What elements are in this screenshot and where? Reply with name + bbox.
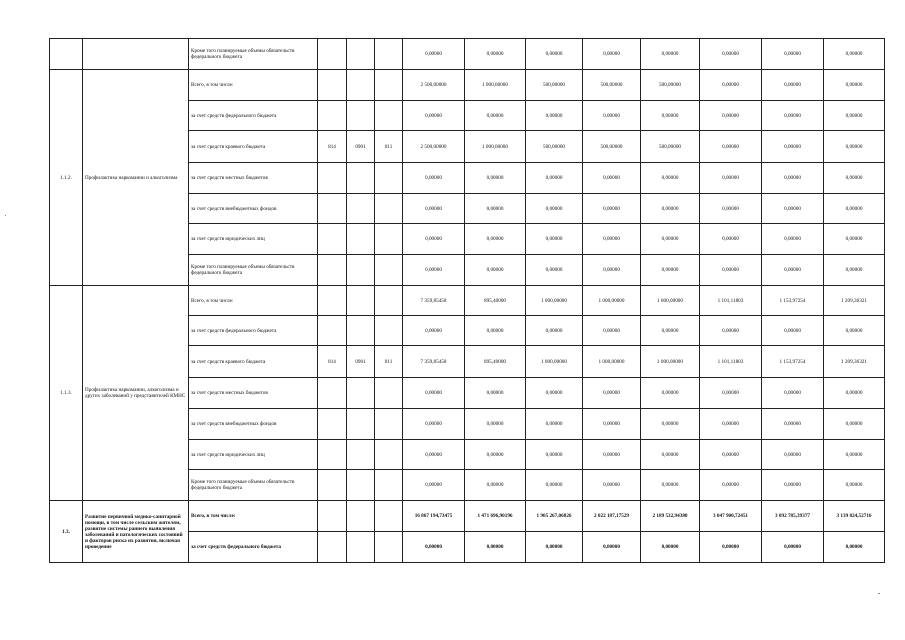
budget-code-c3 (375, 39, 403, 70)
budget-code-c2 (347, 286, 375, 316)
amount-cell: 0,00000 (824, 409, 885, 440)
funding-source-label: за счет средств внебюджетных фондов (189, 194, 318, 224)
funding-source-label: за счет средств юридических лиц (189, 224, 318, 255)
section-title: Профилактика наркомании и алкоголизма (83, 70, 189, 286)
budget-code-c1: 814 (318, 131, 347, 163)
budget-code-c2 (347, 440, 375, 470)
amount-cell: 0,00000 (465, 224, 526, 255)
funding-source-label: Кроме того планируемые объемы обязательств федерального бюджета (189, 255, 318, 286)
amount-cell: 0,00000 (526, 409, 583, 440)
budget-code-c3 (375, 101, 403, 131)
amount-cell: 0,00000 (526, 316, 583, 346)
amount-cell: 0,00000 (762, 224, 824, 255)
amount-cell: 0,00000 (700, 131, 762, 163)
table-row (50, 70, 885, 101)
funding-source-label: за счет средств федерального бюджета (189, 101, 318, 131)
budget-code-c1 (318, 70, 347, 101)
amount-cell: 0,00000 (762, 470, 824, 501)
budget-code-c1 (318, 39, 347, 70)
funding-source-label: за счет средств краевого бюджета (189, 346, 318, 378)
amount-cell: 0,00000 (465, 470, 526, 501)
amount-cell: 0,00000 (700, 470, 762, 501)
amount-cell: 1 000,00000 (526, 346, 583, 378)
amount-cell: 0,00000 (641, 409, 700, 440)
table-row (50, 39, 885, 70)
budget-code-c3 (375, 470, 403, 501)
amount-cell: 0,00000 (641, 101, 700, 131)
budget-code-c3 (375, 286, 403, 316)
amount-cell: 0,00000 (583, 101, 641, 131)
amount-cell: 0,00000 (824, 163, 885, 194)
amount-cell: 0,00000 (465, 440, 526, 470)
funding-source-label: Кроме того планируемые объемы обязательств федерального бюджета (189, 39, 318, 70)
budget-code-c2 (347, 70, 375, 101)
section-number: 1.1.3. (50, 286, 83, 501)
amount-cell: 895,40000 (465, 346, 526, 378)
amount-cell: 0,00000 (762, 163, 824, 194)
amount-cell: 0,00000 (641, 163, 700, 194)
amount-cell: 0,00000 (641, 440, 700, 470)
amount-cell: 500,00000 (641, 131, 700, 163)
amount-cell: 1 000,00000 (641, 346, 700, 378)
amount-cell: 2 500,00000 (403, 131, 465, 163)
amount-cell: 1 101,11803 (700, 286, 762, 316)
amount-cell: 0,00000 (700, 316, 762, 346)
budget-code-c2 (347, 39, 375, 70)
amount-cell: 0,00000 (465, 39, 526, 70)
amount-cell: 0,00000 (762, 378, 824, 409)
amount-cell: 0,00000 (583, 440, 641, 470)
amount-cell: 0,00000 (526, 532, 583, 563)
amount-cell: 0,00000 (700, 409, 762, 440)
amount-cell: 0,00000 (700, 101, 762, 131)
budget-code-c3 (375, 532, 403, 563)
amount-cell: 0,00000 (700, 70, 762, 101)
amount-cell: 0,00000 (403, 255, 465, 286)
amount-cell: 0,00000 (762, 409, 824, 440)
funding-source-label: за счет средств федерального бюджета (189, 316, 318, 346)
budget-code-c2 (347, 532, 375, 563)
amount-cell: 1 471 696,90196 (465, 501, 526, 532)
amount-cell: 0,00000 (465, 316, 526, 346)
amount-cell: 0,00000 (465, 255, 526, 286)
amount-cell: 0,00000 (824, 316, 885, 346)
amount-cell: 3 047 900,72451 (700, 501, 762, 532)
funding-source-label: за счет средств федерального бюджета (189, 532, 318, 563)
funding-source-label: за счет средств местных бюджетов (189, 378, 318, 409)
budget-code-c2 (347, 470, 375, 501)
amount-cell: 0,00000 (583, 378, 641, 409)
budget-code-c3 (375, 316, 403, 346)
budget-code-c3: 011 (375, 346, 403, 378)
amount-cell: 0,00000 (403, 163, 465, 194)
budget-code-c1 (318, 224, 347, 255)
amount-cell: 1 000,00000 (641, 286, 700, 316)
funding-source-label: Всего, в том числе: (189, 286, 318, 316)
amount-cell: 0,00000 (583, 194, 641, 224)
budget-code-c3 (375, 501, 403, 532)
amount-cell: 500,00000 (526, 70, 583, 101)
amount-cell: 500,00000 (526, 131, 583, 163)
budget-code-c1 (318, 470, 347, 501)
budget-code-c3 (375, 70, 403, 101)
row-idx (50, 39, 83, 70)
amount-cell: 7 359,85458 (403, 286, 465, 316)
budget-code-c2 (347, 194, 375, 224)
amount-cell: 0,00000 (526, 194, 583, 224)
funding-source-label: за счет средств внебюджетных фондов (189, 409, 318, 440)
amount-cell: 0,00000 (824, 224, 885, 255)
budget-table (49, 38, 885, 563)
amount-cell: 0,00000 (465, 378, 526, 409)
budget-code-c2 (347, 316, 375, 346)
amount-cell: 0,00000 (824, 101, 885, 131)
amount-cell: 0,00000 (700, 39, 762, 70)
section-title: Развитие первичной медико-санитарной помощи, в том числе сельским жителям, развитие системы раннего выявления заболеваний и патологических состояний и факторов риска их развития, включая проведение (83, 501, 189, 563)
amount-cell: 0,00000 (762, 255, 824, 286)
budget-code-c2: 0901 (347, 131, 375, 163)
amount-cell: 1 000,00000 (465, 70, 526, 101)
scan-speck (5, 215, 6, 216)
amount-cell: 0,00000 (403, 532, 465, 563)
amount-cell: 0,00000 (641, 255, 700, 286)
amount-cell: 0,00000 (526, 39, 583, 70)
budget-code-c2: 0901 (347, 346, 375, 378)
budget-code-c3 (375, 440, 403, 470)
amount-cell: 0,00000 (526, 224, 583, 255)
amount-cell: 1 153,97254 (762, 286, 824, 316)
amount-cell: 0,00000 (700, 440, 762, 470)
amount-cell: 1 905 267,06826 (526, 501, 583, 532)
amount-cell: 0,00000 (641, 470, 700, 501)
section-number: 1.1.2. (50, 70, 83, 286)
amount-cell: 0,00000 (583, 163, 641, 194)
amount-cell: 0,00000 (762, 440, 824, 470)
budget-code-c1: 814 (318, 346, 347, 378)
amount-cell: 0,00000 (641, 39, 700, 70)
amount-cell: 0,00000 (403, 194, 465, 224)
amount-cell: 0,00000 (641, 224, 700, 255)
amount-cell: 3 139 824,52716 (824, 501, 885, 532)
amount-cell: 0,00000 (526, 101, 583, 131)
amount-cell: 0,00000 (762, 131, 824, 163)
amount-cell: 0,00000 (583, 316, 641, 346)
amount-cell: 0,00000 (824, 532, 885, 563)
budget-code-c3 (375, 224, 403, 255)
budget-code-c1 (318, 440, 347, 470)
budget-code-c2 (347, 101, 375, 131)
amount-cell: 1 153,97254 (762, 346, 824, 378)
budget-code-c3 (375, 378, 403, 409)
amount-cell: 500,00000 (583, 70, 641, 101)
amount-cell: 0,00000 (403, 470, 465, 501)
funding-source-label: Всего, в том числе: (189, 501, 318, 532)
funding-source-label: Всего, в том числе: (189, 70, 318, 101)
budget-code-c1 (318, 255, 347, 286)
amount-cell: 0,00000 (526, 378, 583, 409)
budget-code-c3 (375, 163, 403, 194)
section-number: 1.3. (50, 501, 83, 563)
amount-cell: 0,00000 (583, 224, 641, 255)
amount-cell: 1 209,36321 (824, 286, 885, 316)
amount-cell: 0,00000 (641, 378, 700, 409)
amount-cell: 0,00000 (403, 101, 465, 131)
amount-cell: 0,00000 (762, 101, 824, 131)
amount-cell: 0,00000 (641, 532, 700, 563)
amount-cell: 0,00000 (465, 532, 526, 563)
budget-code-c3 (375, 255, 403, 286)
budget-code-c1 (318, 501, 347, 532)
amount-cell: 0,00000 (583, 39, 641, 70)
amount-cell: 500,00000 (583, 131, 641, 163)
amount-cell: 0,00000 (762, 316, 824, 346)
amount-cell: 500,00000 (641, 70, 700, 101)
amount-cell: 0,00000 (403, 224, 465, 255)
amount-cell: 0,00000 (824, 378, 885, 409)
amount-cell: 0,00000 (700, 532, 762, 563)
amount-cell: 0,00000 (403, 316, 465, 346)
table-row (50, 501, 885, 532)
amount-cell: 1 000,00000 (526, 286, 583, 316)
amount-cell: 0,00000 (526, 440, 583, 470)
amount-cell: 1 000,00000 (583, 286, 641, 316)
amount-cell: 0,00000 (700, 194, 762, 224)
amount-cell: 0,00000 (824, 440, 885, 470)
amount-cell: 0,00000 (700, 255, 762, 286)
amount-cell: 0,00000 (403, 409, 465, 440)
budget-code-c2 (347, 163, 375, 194)
amount-cell: 0,00000 (824, 255, 885, 286)
budget-code-c2 (347, 501, 375, 532)
amount-cell: 2 500,00000 (403, 70, 465, 101)
amount-cell: 0,00000 (762, 532, 824, 563)
amount-cell: 0,00000 (824, 470, 885, 501)
budget-code-c3 (375, 409, 403, 440)
amount-cell: 1 000,00000 (465, 131, 526, 163)
funding-source-label: за счет средств местных бюджетов (189, 163, 318, 194)
amount-cell: 0,00000 (583, 470, 641, 501)
amount-cell: 0,00000 (403, 440, 465, 470)
budget-code-c2 (347, 409, 375, 440)
amount-cell: 0,00000 (762, 194, 824, 224)
amount-cell: 0,00000 (526, 470, 583, 501)
budget-code-c1 (318, 286, 347, 316)
budget-code-c1 (318, 194, 347, 224)
amount-cell: 0,00000 (824, 131, 885, 163)
amount-cell: 0,00000 (403, 39, 465, 70)
amount-cell: 1 209,36321 (824, 346, 885, 378)
budget-code-c1 (318, 409, 347, 440)
amount-cell: 0,00000 (641, 194, 700, 224)
funding-source-label: за счет средств краевого бюджета (189, 131, 318, 163)
budget-code-c3 (375, 194, 403, 224)
amount-cell: 0,00000 (700, 224, 762, 255)
amount-cell: 2 022 187,17529 (583, 501, 641, 532)
amount-cell: 0,00000 (824, 39, 885, 70)
amount-cell: 0,00000 (762, 70, 824, 101)
budget-code-c2 (347, 255, 375, 286)
amount-cell: 0,00000 (465, 409, 526, 440)
budget-code-c2 (347, 378, 375, 409)
amount-cell: 0,00000 (465, 163, 526, 194)
amount-cell: 3 092 785,39377 (762, 501, 824, 532)
amount-cell: 1 101,11803 (700, 346, 762, 378)
amount-cell: 0,00000 (762, 39, 824, 70)
budget-code-c2 (347, 224, 375, 255)
budget-code-c1 (318, 101, 347, 131)
amount-cell: 16 867 194,73475 (403, 501, 465, 532)
amount-cell: 0,00000 (465, 101, 526, 131)
amount-cell: 895,40000 (465, 286, 526, 316)
table-row (50, 286, 885, 316)
amount-cell: 0,00000 (583, 409, 641, 440)
row-item (83, 39, 189, 70)
amount-cell: 0,00000 (583, 532, 641, 563)
amount-cell: 7 359,85458 (403, 346, 465, 378)
budget-code-c1 (318, 163, 347, 194)
amount-cell: 0,00000 (583, 255, 641, 286)
budget-code-c3: 011 (375, 131, 403, 163)
budget-code-c1 (318, 532, 347, 563)
budget-code-c1 (318, 316, 347, 346)
section-title: Профилактика наркомании, алкоголизма и других заболеваний у представителей КМНС (83, 286, 189, 501)
amount-cell: 0,00000 (526, 163, 583, 194)
amount-cell: 0,00000 (824, 70, 885, 101)
budget-code-c1 (318, 378, 347, 409)
funding-source-label: Кроме того планируемые объемы обязательств федерального бюджета (189, 470, 318, 501)
amount-cell: 0,00000 (700, 163, 762, 194)
amount-cell: 1 000,00000 (583, 346, 641, 378)
amount-cell: 2 189 532,94380 (641, 501, 700, 532)
amount-cell: 0,00000 (700, 378, 762, 409)
amount-cell: 0,00000 (403, 378, 465, 409)
amount-cell: 0,00000 (641, 316, 700, 346)
funding-source-label: за счет средств юридических лиц (189, 440, 318, 470)
scan-speck (878, 593, 880, 594)
amount-cell: 0,00000 (824, 194, 885, 224)
amount-cell: 0,00000 (465, 194, 526, 224)
amount-cell: 0,00000 (526, 255, 583, 286)
